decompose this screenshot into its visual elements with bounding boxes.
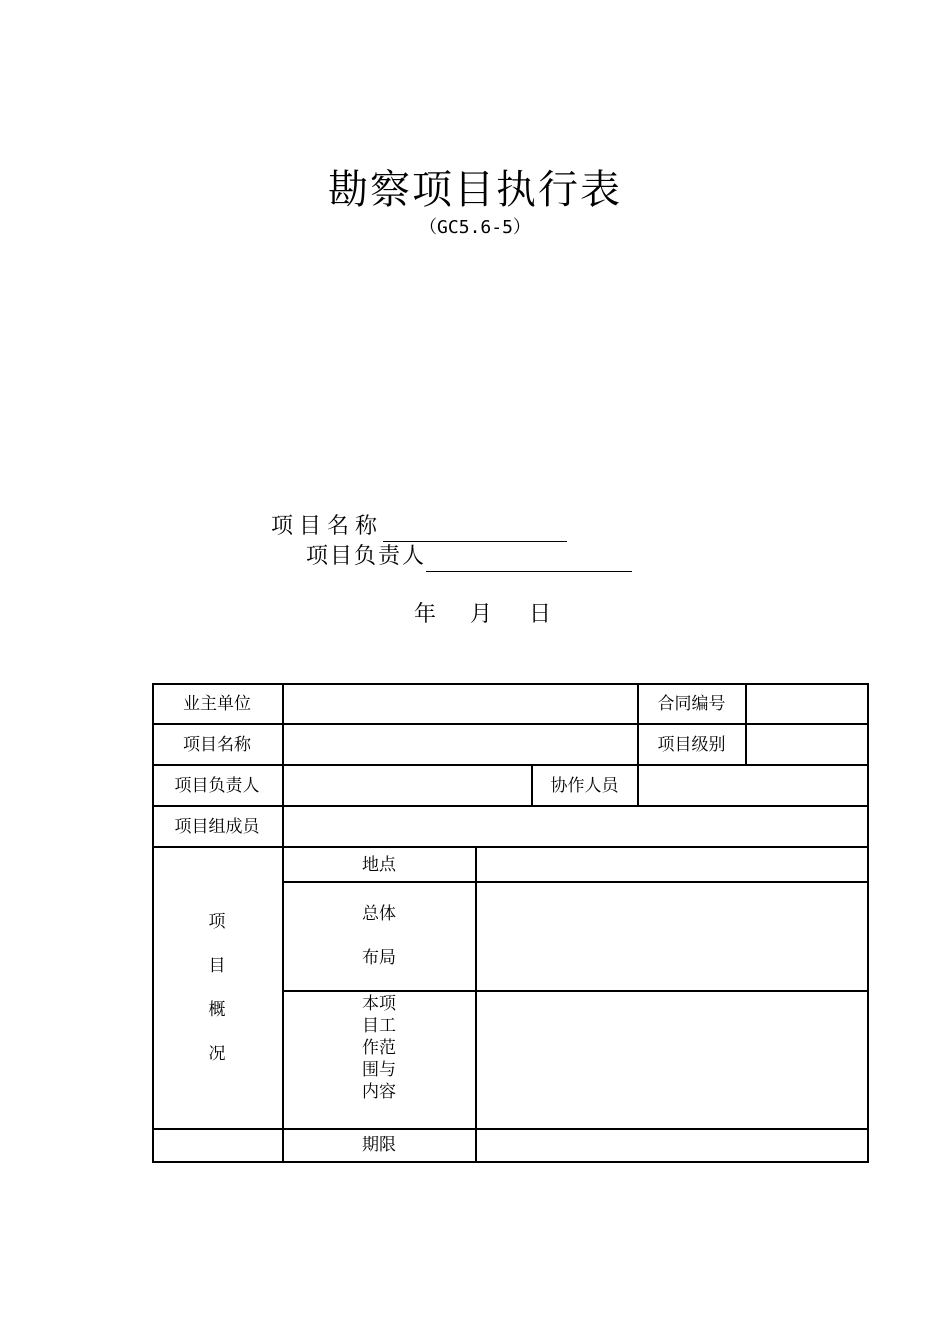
project-leader-value[interactable]	[283, 765, 531, 806]
document-title: 勘察项目执行表	[328, 167, 622, 213]
deadline-left-blank	[152, 1129, 282, 1161]
location-value[interactable]	[476, 847, 867, 882]
team-members-label: 项目组成员	[174, 816, 260, 837]
owner-unit-value[interactable]	[283, 683, 637, 724]
deadline-label: 期限	[362, 1135, 396, 1155]
overall-layout-value[interactable]	[476, 882, 867, 990]
project-name-label: 项目名称	[183, 734, 251, 755]
overview-char-4: 况	[208, 1043, 226, 1064]
work-scope-line-5: 内容	[362, 1082, 396, 1102]
date-day: 日	[529, 602, 552, 627]
overall-layout-line-1: 总体	[362, 904, 396, 924]
team-members-value[interactable]	[283, 806, 867, 847]
contract-no-value[interactable]	[746, 683, 867, 724]
overview-char-1: 项	[208, 911, 226, 932]
cover-project-name-line[interactable]	[383, 514, 567, 542]
cover-project-leader-line[interactable]	[426, 544, 632, 572]
location-label: 地点	[362, 854, 396, 875]
work-scope-label	[283, 991, 475, 1128]
cover-project-leader-field	[306, 542, 632, 572]
date-year: 年	[414, 602, 437, 627]
cover-project-leader-label: 项目负责人	[306, 544, 427, 569]
work-scope-line-2: 目工	[362, 1016, 396, 1036]
contract-no-label: 合同编号	[657, 693, 726, 714]
collaborators-value[interactable]	[638, 765, 867, 806]
document-code: （GC5.6-5）	[419, 217, 531, 238]
project-leader-label: 项目负责人	[174, 775, 260, 796]
work-scope-line-4: 围与	[362, 1060, 396, 1080]
project-level-label: 项目级别	[657, 734, 726, 755]
project-name-value[interactable]	[283, 724, 637, 765]
overview-char-3: 概	[208, 999, 226, 1020]
project-overview-label	[152, 847, 282, 1128]
project-execution-table	[152, 683, 869, 1163]
work-scope-line-3: 作范	[362, 1038, 396, 1058]
date-month: 月	[470, 602, 493, 627]
work-scope-line-1: 本项	[362, 994, 396, 1014]
cover-project-name-label: 项目名称	[271, 514, 384, 539]
work-scope-value[interactable]	[476, 991, 867, 1128]
owner-unit-label: 业主单位	[183, 693, 251, 714]
collaborators-label: 协作人员	[550, 775, 619, 796]
project-level-value[interactable]	[746, 724, 867, 765]
overall-layout-line-2: 布局	[362, 948, 396, 968]
overall-layout-label	[283, 882, 475, 990]
cover-project-name-field	[271, 512, 567, 542]
deadline-value[interactable]	[476, 1129, 867, 1161]
overview-char-2: 目	[208, 955, 226, 976]
